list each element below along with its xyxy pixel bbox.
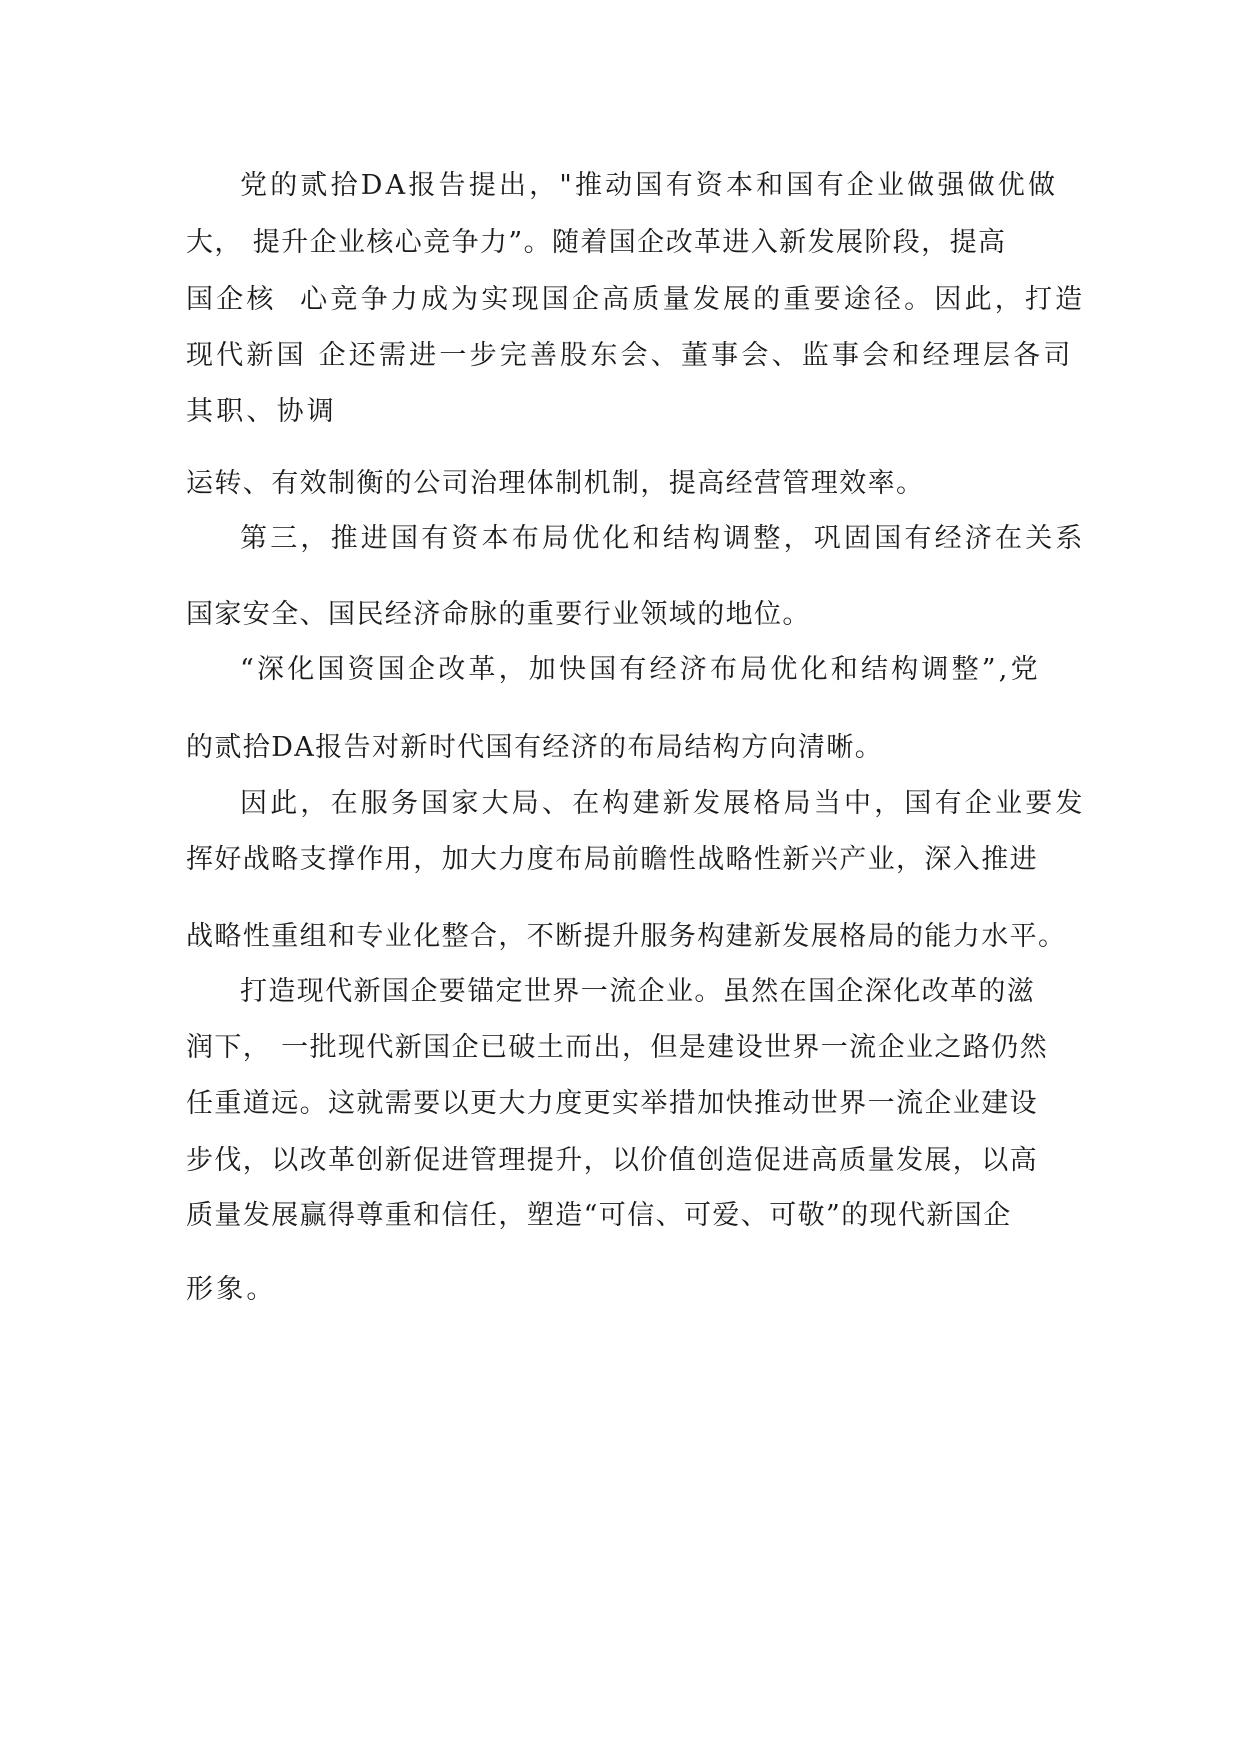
text-line: 步伐，以改革创新促进管理提升，以价值创造促进高质量发展，以高 [186, 1145, 1038, 1176]
text-line: 现代新国 企还需进一步完善股东会、董事会、监事会和经理层各司 [186, 340, 1074, 371]
text-line: 形象。 [186, 1274, 277, 1305]
text-line: 党的贰拾DA报告提出，"推动国有资本和国有企业做强做优做 [240, 170, 1059, 201]
text-line: 战略性重组和专业化整合，不断提升服务构建新发展格局的能力水平。 [186, 921, 1067, 952]
text-line: 运转、有效制衡的公司治理体制机制，提高经营管理效率。 [186, 468, 925, 499]
text-line: 的贰拾DA报告对新时代国有经济的布局结构方向清晰。 [186, 732, 884, 763]
text-line: 大， 提升企业核心竞争力”。随着国企改革进入新发展阶段，提高 [186, 227, 1007, 258]
text-line: 国企核 心竞争力成为实现国企高质量发展的重要途径。因此，打造 [186, 284, 1086, 315]
text-line: 第三，推进国有资本布局优化和结构调整，巩固国有经济在关系 [240, 523, 1086, 554]
text-line: “深化国资国企改革，加快国有经济布局优化和结构调整”,党 [240, 654, 1041, 685]
text-line: 质量发展赢得尊重和信任，塑造“可信、可爱、可敬”的现代新国企 [186, 1200, 1012, 1231]
text-line: 打造现代新国企要锚定世界一流企业。虽然在国企深化改革的滋 [240, 976, 1036, 1007]
text-line: 挥好战略支撑作用，加大力度布局前瞻性战略性新兴产业，深入推进 [186, 844, 1038, 875]
text-line: 润下， 一批现代新国企已破土而出，但是建设世界一流企业之路仍然 [186, 1032, 1048, 1063]
text-line: 任重道远。这就需要以更大力度更实举措加快推动世界一流企业建设 [186, 1088, 1038, 1119]
text-line: 国家安全、国民经济命脉的重要行业领域的地位。 [186, 599, 811, 630]
text-line: 其职、协调 [186, 396, 337, 427]
text-line: 因此，在服务国家大局、在构建新发展格局当中，国有企业要发 [240, 788, 1086, 819]
